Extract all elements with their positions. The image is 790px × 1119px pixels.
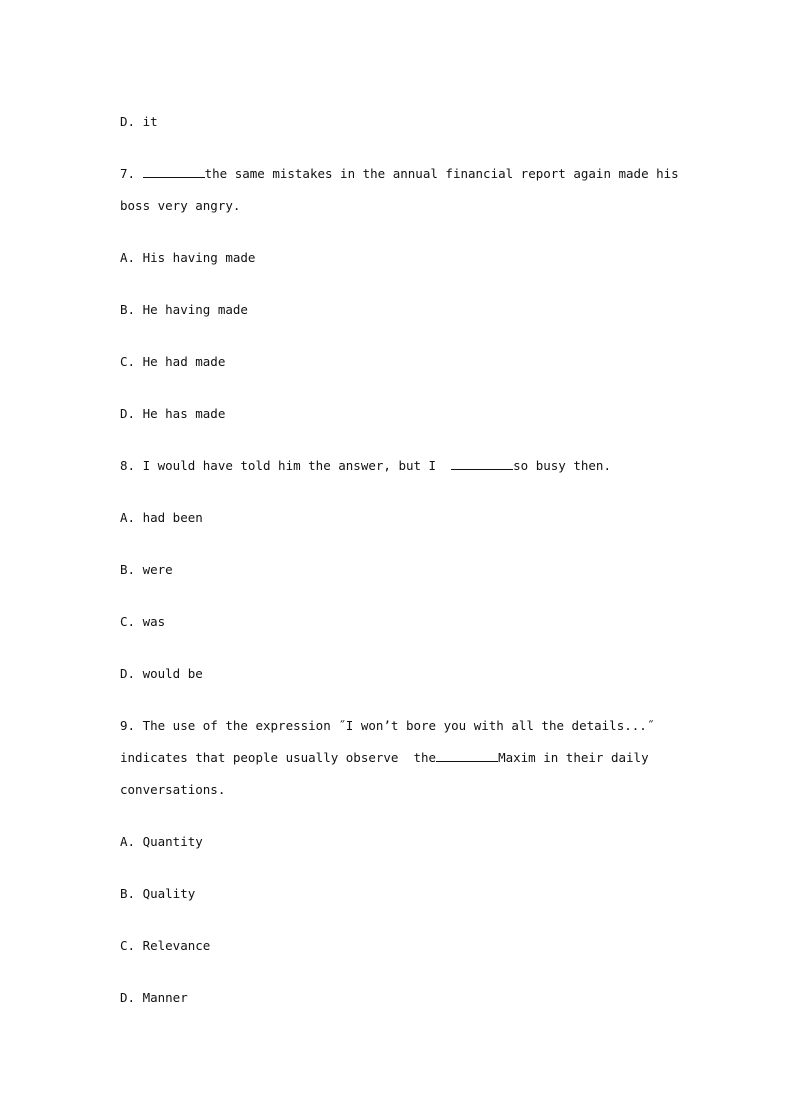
- question-9-option-d: D. Manner: [120, 990, 188, 1005]
- question-9-blank: [436, 750, 498, 762]
- question-7-blank: [143, 166, 205, 178]
- question-7-stem-line2: boss very angry.: [120, 198, 241, 213]
- question-8-option-b: B. were: [120, 562, 173, 577]
- question-7-option-a: A. His having made: [120, 250, 256, 265]
- question-8-blank: [451, 458, 513, 470]
- question-9-stem-line1: 9. The use of the expression ˝I won’t bore you with all the details...˝: [120, 718, 655, 733]
- question-9-option-b: B. Quality: [120, 886, 196, 901]
- question-9-stem-end: Maxim in their daily: [498, 750, 649, 765]
- question-7-option-b: B. He having made: [120, 302, 248, 317]
- question-7-stem-text: the same mistakes in the annual financial report again made his: [204, 166, 679, 181]
- question-7-option-c: C. He had made: [120, 354, 226, 369]
- question-9-stem-line2: [120, 750, 649, 766]
- question-8-option-a: A. had been: [120, 510, 203, 525]
- question-9-option-a: A. Quantity: [120, 834, 203, 849]
- question-7-option-d: D. He has made: [120, 406, 226, 421]
- question-8-option-c: C. was: [120, 614, 166, 629]
- question-9-option-c: C. Relevance: [120, 938, 211, 953]
- question-8-option-d: D. would be: [120, 666, 203, 681]
- question-9-stem-text: indicates that people usually observe the: [120, 750, 437, 765]
- question-7-number: 7.: [120, 166, 136, 181]
- question-8-stem-text: 8. I would have told him the answer, but I: [120, 458, 437, 473]
- question-9-stem-line3: conversations.: [120, 782, 226, 797]
- question-8-stem-end: so busy then.: [513, 458, 611, 473]
- question-7-stem-line1: [120, 166, 679, 182]
- prev-option-d: D. it: [120, 114, 158, 129]
- question-8-stem: [120, 458, 611, 474]
